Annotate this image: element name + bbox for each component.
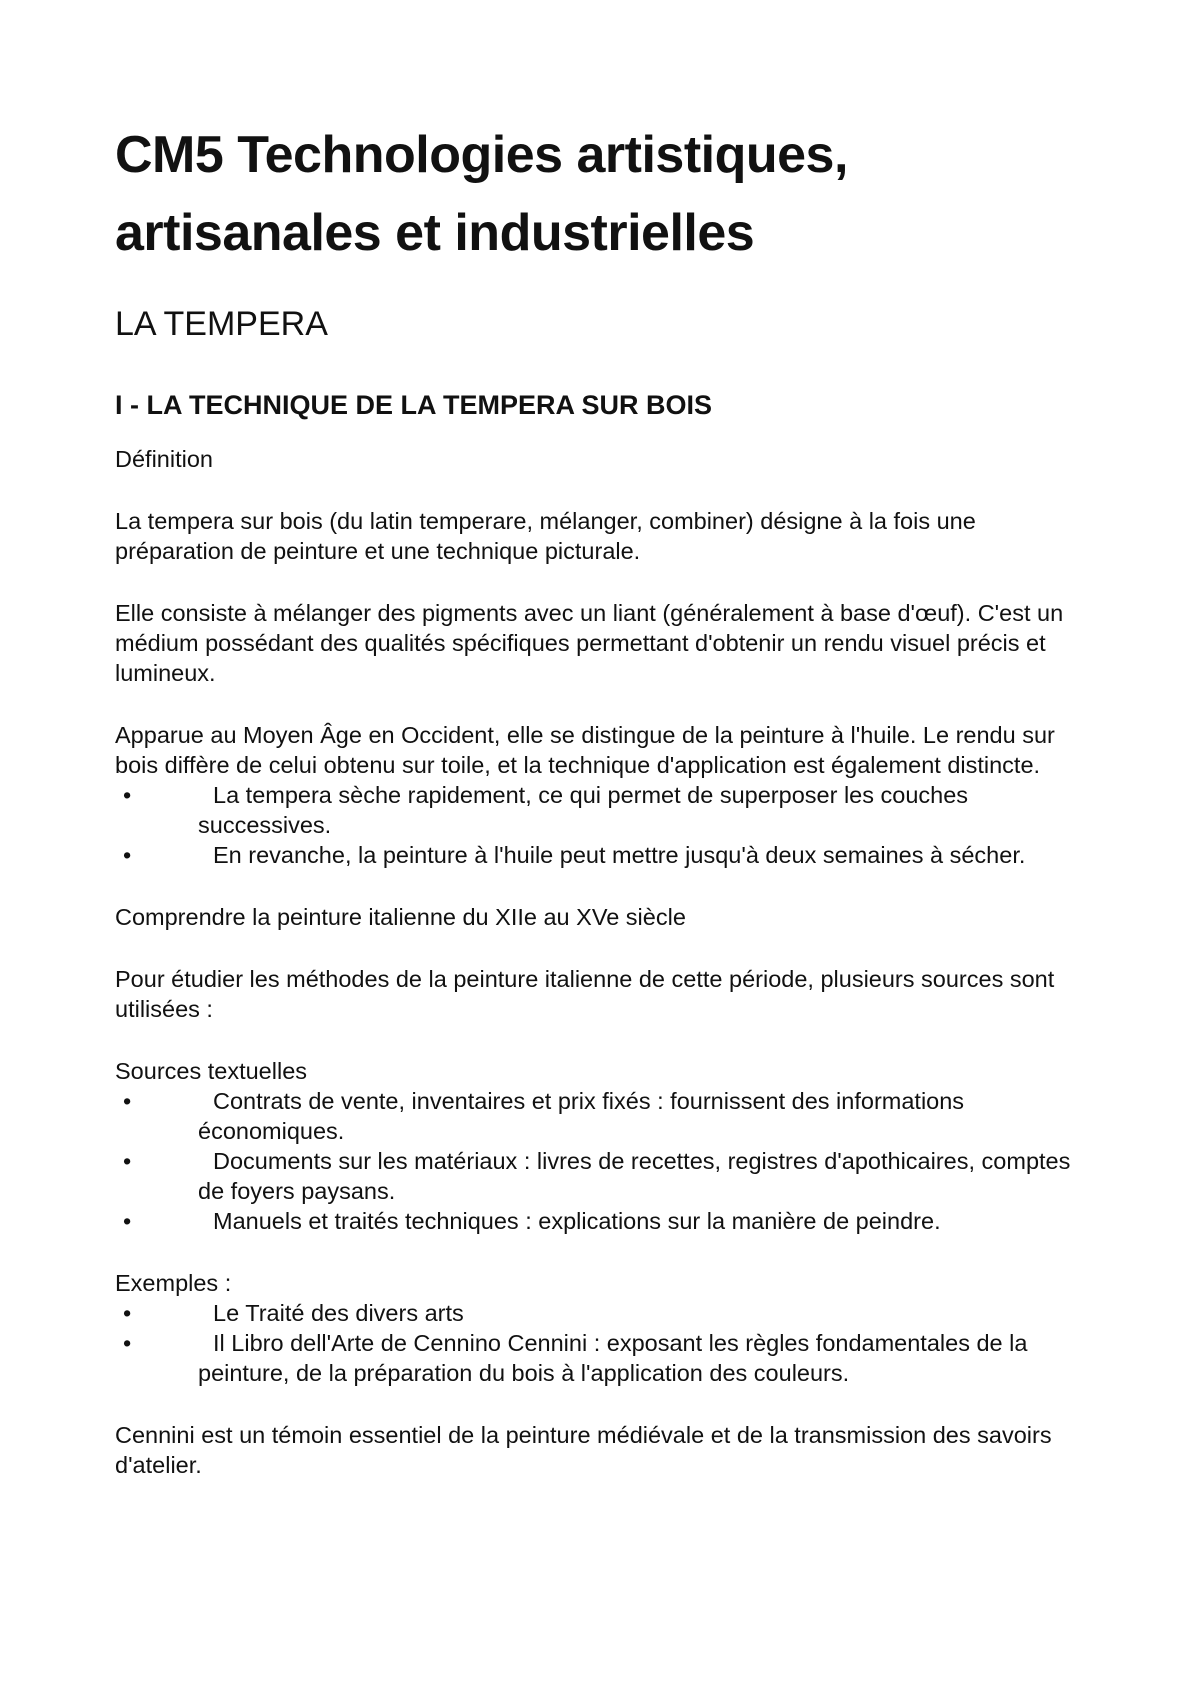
paragraph-3: Apparue au Moyen Âge en Occident, elle se distingue de la peinture à l'huile. Le rendu sur bois diffère de celui obtenu sur toile, et la technique d'application est également distincte. [115, 722, 1055, 778]
list-item: • Il Libro dell'Arte de Cennino Cennini : exposant les règles fondamentales de la peinture, de la préparation du bois à l'application des couleurs. [123, 1330, 1028, 1386]
bullet-list-3 [115, 1298, 1100, 1388]
list-item: • La tempera sèche rapidement, ce qui permet de superposer les couches successives. [123, 782, 969, 838]
sources-label: Sources textuelles [115, 1058, 308, 1084]
page-subtitle: LA TEMPERA [115, 305, 328, 343]
paragraph-5: Cennini est un témoin essentiel de la peinture médiévale et de la transmission des savoirs d'atelier. [115, 1422, 1052, 1478]
bullet-icon: • [123, 1148, 132, 1174]
title-line-2: artisanales et industrielles [115, 204, 755, 262]
definition-label: Définition [115, 446, 213, 472]
bullet-icon: • [123, 782, 132, 808]
section-heading: I - LA TECHNIQUE DE LA TEMPERA SUR BOIS [115, 390, 713, 420]
list-item: • Le Traité des divers arts [123, 1300, 464, 1326]
paragraph-2: Elle consiste à mélanger des pigments avec un liant (généralement à base d'œuf). C'est un médium possédant des qualités spécifiques permettant d'obtenir un rendu visuel précis et lumineux. [115, 600, 1064, 686]
bullet-list-1 [115, 780, 1100, 870]
bullet-icon: • [123, 1330, 132, 1356]
paragraph-1: La tempera sur bois (du latin temperare, mélanger, combiner) désigne à la fois une préparation de peinture et une technique picturale. [115, 508, 976, 564]
list-item: • En revanche, la peinture à l'huile peut mettre jusqu'à deux semaines à sécher. [123, 842, 1026, 868]
title-line-1: CM5 Technologies artistiques, [115, 126, 848, 184]
bullet-icon: • [123, 842, 132, 868]
list-item: • Documents sur les matériaux : livres de recettes, registres d'apothicaires, comptes de foyers paysans. [123, 1148, 1071, 1204]
bullet-icon: • [123, 1088, 132, 1114]
bullet-icon: • [123, 1300, 132, 1326]
list-item: • Contrats de vente, inventaires et prix fixés : fournissent des informations économiques. [123, 1088, 965, 1144]
bullet-list-2 [115, 1086, 1100, 1236]
comprendre-heading: Comprendre la peinture italienne du XIIe au XVe siècle [115, 904, 686, 930]
exemples-label: Exemples : [115, 1270, 232, 1296]
paragraph-4: Pour étudier les méthodes de la peinture italienne de cette période, plusieurs sources sont utilisées : [115, 966, 1055, 1022]
page-title [115, 116, 1100, 272]
bullet-icon: • [123, 1208, 132, 1234]
list-item: • Manuels et traités techniques : explications sur la manière de peindre. [123, 1208, 941, 1234]
